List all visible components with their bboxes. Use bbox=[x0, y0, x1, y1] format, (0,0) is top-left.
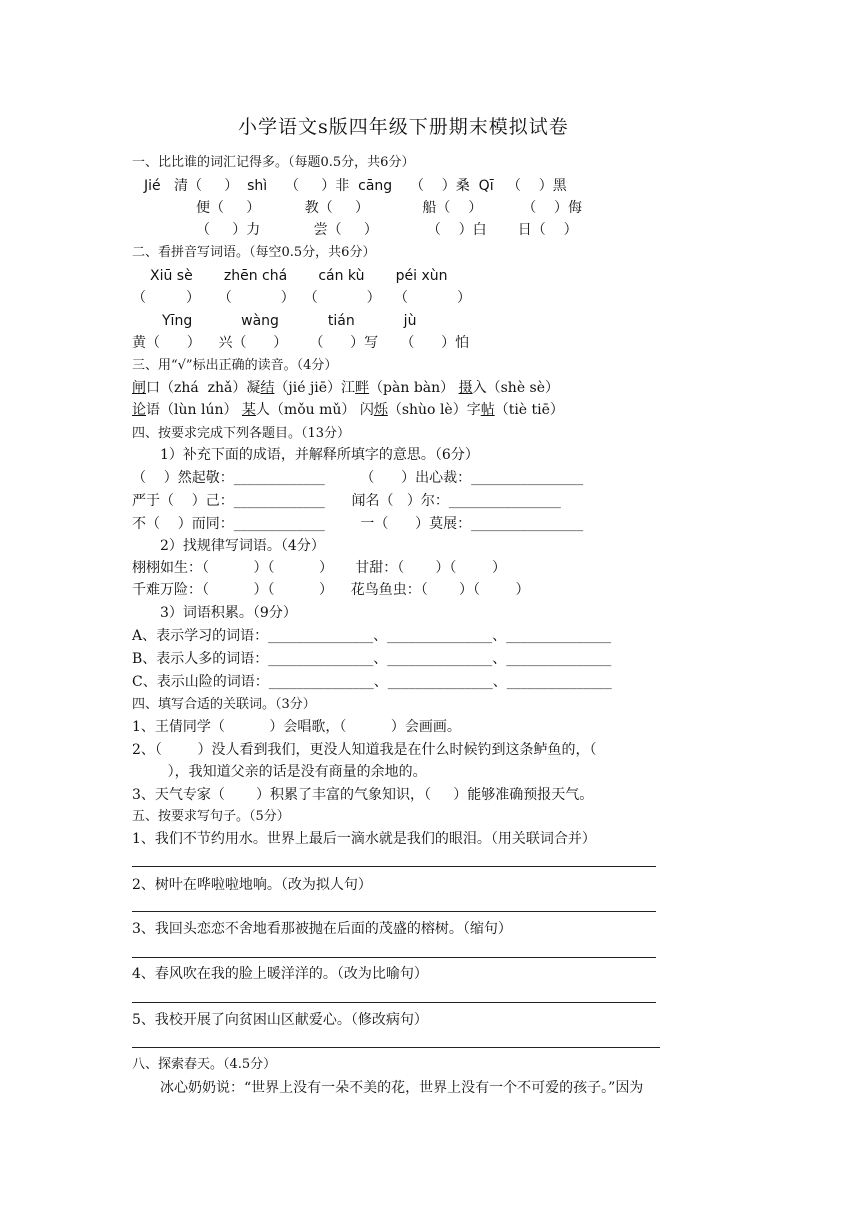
pattern-row-2: 千难万险：（ ）（ ） 花鸟鱼虫：（ ）（ ） bbox=[132, 582, 530, 598]
section-1-row-3: （ ）力 尝（ ） （ ）白 日（ ） bbox=[196, 222, 578, 238]
underlined-char: 闸 bbox=[132, 380, 146, 396]
conjunction-line-4: 3、天气专家（ ）积累了丰富的气象知识，（ ）能够准确预报天气。 bbox=[132, 787, 594, 803]
section-8-paragraph: 冰心奶奶说：“世界上没有一朵不美的花，世界上没有一个不可爱的孩子。”因为 bbox=[160, 1080, 644, 1096]
answer-line[interactable] bbox=[132, 957, 656, 958]
underlined-char: 畔 bbox=[355, 380, 370, 396]
reading-options: （pàn bàn） bbox=[369, 380, 459, 396]
vocab-row-b: B、表示人多的词语：_______________、_______________、_______________ bbox=[132, 651, 612, 667]
idiom-row-2: 严于（ ）己：_____________ 闻名（ ）尔：________________ bbox=[132, 493, 561, 509]
section-4-question-1: 1）补充下面的成语，并解释所填字的意思。（6分） bbox=[160, 447, 479, 463]
underlined-char: 论 bbox=[132, 402, 146, 418]
section-2-pinyin-2: Yīng wàng tián jù bbox=[162, 313, 417, 329]
section-4-question-3: 3）词语积累。（9分） bbox=[160, 605, 297, 621]
section-1-row-1: Jié 清（ ） shì （ ）非 cāng （ ）桑 Qī （ ）黑 bbox=[144, 178, 567, 194]
answer-line[interactable] bbox=[132, 1002, 656, 1003]
section-1-row-2: 便（ ） 教（ ） 船（ ） （ ）侮 bbox=[196, 200, 583, 216]
sentence-question-1: 1、我们不节约用水。世界上最后一滴水就是我们的眼泪。（用关联词合并） bbox=[132, 831, 596, 847]
answer-line[interactable] bbox=[132, 911, 656, 912]
section-8-heading: 八、探索春天。（4.5分） bbox=[132, 1057, 277, 1072]
section-2-blanks-1: （ ） （ ） （ ） （ ） bbox=[132, 290, 471, 306]
sentence-question-4: 4、春风吹在我的脸上暖洋洋的。（改为比喻句） bbox=[132, 966, 428, 982]
conjunction-line-3: ），我知道父亲的话是没有商量的余地的。 bbox=[132, 764, 427, 780]
answer-line[interactable] bbox=[132, 1047, 660, 1048]
pattern-row-1: 栩栩如生：（ ）（ ） 甘甜：（ ）（ ） bbox=[132, 560, 507, 576]
section-3-line-1 bbox=[132, 379, 559, 397]
section-4-question-2: 2）找规律写词语。（4分） bbox=[160, 538, 325, 554]
idiom-row-3: 不（ ）而同：_____________ 一（ ）莫展：________________ bbox=[132, 516, 584, 532]
section-3-line-2 bbox=[132, 401, 564, 419]
underlined-char: 摄 bbox=[458, 380, 473, 396]
underlined-char: 烁 bbox=[373, 402, 388, 418]
answer-line[interactable] bbox=[132, 866, 656, 867]
conjunction-line-2: 2、（ ）没人看到我们，更没人知道我是在什么时候钓到这条鲈鱼的，（ bbox=[132, 742, 597, 758]
sentence-heading: 五、按要求写句子。（5分） bbox=[132, 809, 290, 824]
section-2-row-2: 黄（ ） 兴（ ） （ ）写 （ ）怕 bbox=[132, 335, 470, 351]
reading-options: （tiè tiē） bbox=[494, 402, 564, 418]
reading-options: 入（shè sè） bbox=[472, 380, 560, 396]
sentence-question-2: 2、树叶在哗啦啦地响。（改为拟人句） bbox=[132, 877, 372, 893]
reading-options: 口（zhá zhǎ）凝 bbox=[146, 380, 261, 396]
section-2-heading: 二、看拼音写词语。（每空0.5分，共6分） bbox=[132, 245, 376, 260]
reading-options: 人（mǒu mǔ） 闪 bbox=[255, 402, 374, 418]
underlined-char: 帖 bbox=[480, 402, 495, 418]
reading-options: （jié jiē）江 bbox=[274, 380, 356, 396]
underlined-char: 结 bbox=[260, 380, 275, 396]
idiom-row-1: （ ）然起敬：_____________ （ ）出心裁：________________ bbox=[132, 470, 584, 486]
vocab-row-c: C、表示山险的词语：_______________、_______________、_______________ bbox=[132, 674, 612, 690]
page-title: 小学语文s版四年级下册期末模拟试卷 bbox=[238, 116, 569, 138]
section-1-heading: 一、比比谁的词汇记得多。（每题0.5分，共6分） bbox=[132, 155, 415, 170]
conjunction-heading: 四、填写合适的关联词。（3分） bbox=[132, 697, 316, 712]
section-4-heading: 四、按要求完成下列各题目。（13分） bbox=[132, 426, 351, 441]
section-2-pinyin-1: Xiū sè zhēn chá cán kù péi xùn bbox=[150, 268, 448, 284]
conjunction-line-1: 1、王倩同学（ ）会唱歌，（ ）会画画。 bbox=[132, 719, 461, 735]
reading-options: （shùo lè）字 bbox=[387, 402, 481, 418]
sentence-question-3: 3、我回头恋恋不舍地看那被抛在后面的茂盛的榕树。（缩句） bbox=[132, 921, 512, 937]
underlined-char: 某 bbox=[241, 402, 256, 418]
section-3-heading: 三、用“√”标出正确的读音。（4分） bbox=[132, 358, 338, 373]
vocab-row-a: A、表示学习的词语：_______________、_______________、_______________ bbox=[132, 628, 612, 644]
sentence-question-5: 5、我校开展了向贫困山区献爱心。（修改病句） bbox=[132, 1012, 428, 1028]
reading-options: 语（lùn lún） bbox=[146, 402, 242, 418]
